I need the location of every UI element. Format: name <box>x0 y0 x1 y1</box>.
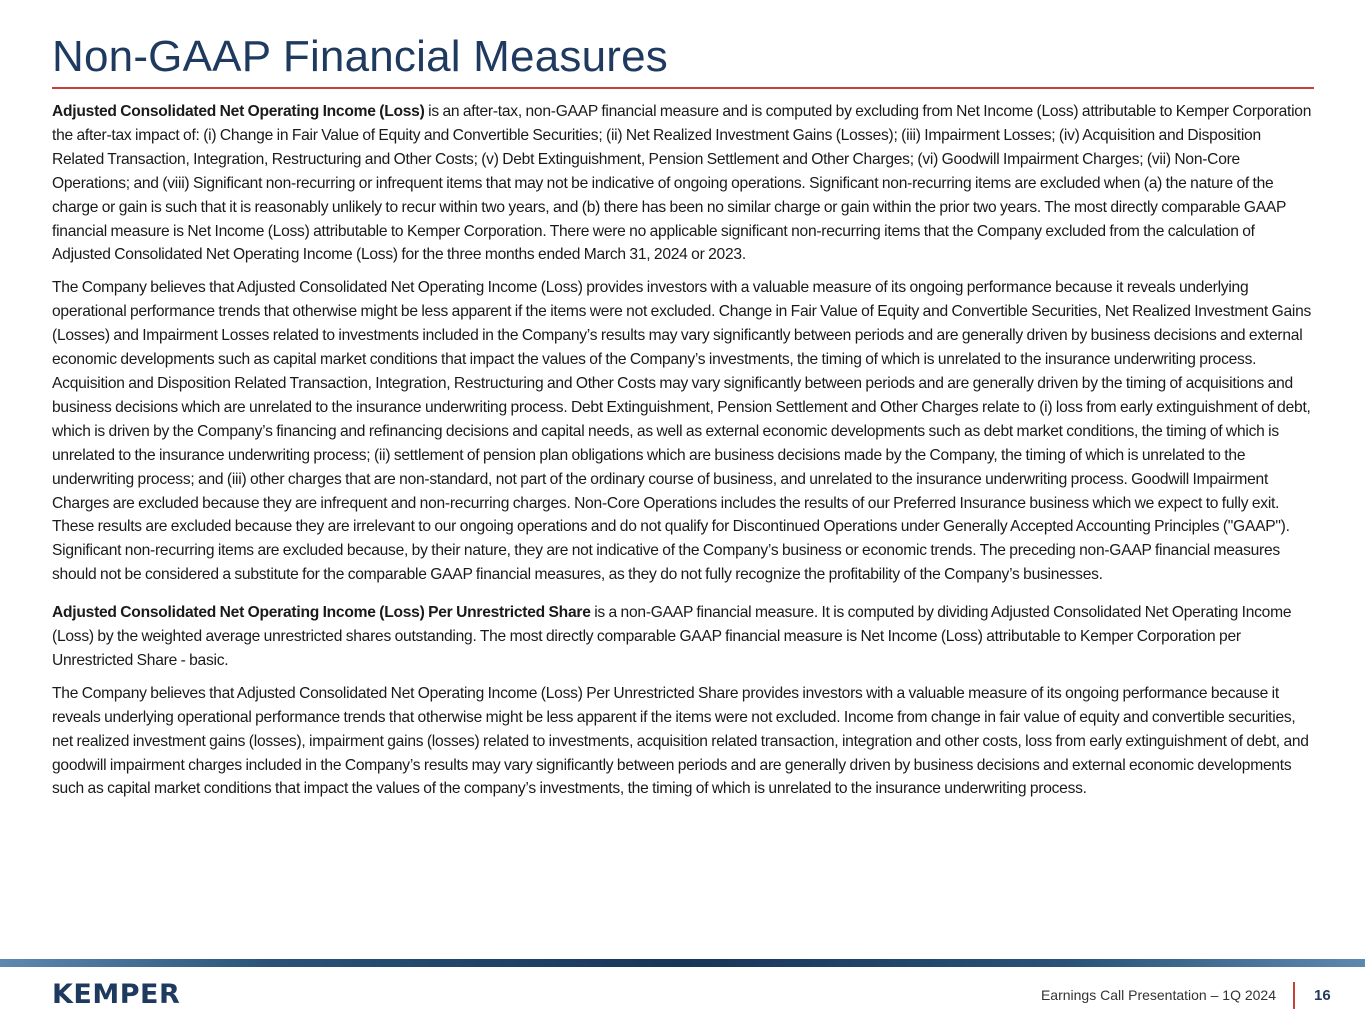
body-text <box>52 100 1314 810</box>
term-adjusted-noi: Adjusted Consolidated Net Operating Income (Loss) <box>52 103 425 120</box>
paragraph-definition-per-share <box>52 601 1314 673</box>
term-adjusted-noi-per-share: Adjusted Consolidated Net Operating Income (Loss) Per Unrestricted Share <box>52 604 591 622</box>
paragraph-rationale-noi: The Company believes that Adjusted Consolidated Net Operating Income (Loss) provides investors with a valuable measure of its ongoing performance because it reveals underlying operational performance trends that otherwise might be less apparent if the items were not excluded. Change in Fair Value of Equity and Convertible Securities, Net Realized Investment Gains (Losses) and Impairment Losses related to investments included in the Company’s results may vary significantly between periods and are generally driven by business decisions and external economic developments such as capital market conditions that impact the values of the Company’s investments, the timing of which is unrelated to the insurance underwriting process. Acquisition and Disposition Related Transaction, Integration, Restructuring and Other Costs may vary significantly between periods and are generally driven by the timing of acquisitions and business decisions which are unrelated to the insurance underwriting process. Debt Extinguishment, Pension Settlement and Other Charges relate to (i) loss from early extinguishment of debt, which is driven by the Company’s financing and refinancing decisions and capital needs, as well as external economic developments such as debt market conditions, the timing of which is unrelated to the insurance underwriting process; (ii) settlement of pension plan obligations which are business decisions made by the Company, the timing of which is unrelated to the underwriting process; and (iii) other charges that are non-standard, not part of the ordinary course of business, and unrelated to the insurance underwriting process. Goodwill Impairment Charges are excluded because they are infrequent and non-recurring charges. Non-Core Operations includes the results of our Preferred Insurance business which we expect to fully exit. These results are excluded because they are irrelevant to our ongoing operations and do not qualify for Discontinued Operations under Generally Accepted Accounting Principles ("GAAP"). Significant non-recurring items are excluded because, by their nature, they are not indicative of the Company’s business or economic trends. The preceding non-GAAP financial measures should not be considered a substitute for the comparable GAAP financial measures, as they do not fully recognize the profitability of the Company’s businesses. <box>52 279 1312 584</box>
definition-adjusted-noi: is an after-tax, non-GAAP financial measure and is computed by excluding from Net Income (Loss) attributable to Kemper Corporation the after-tax impact of: (i) Change in Fair Value of Equity and Convertible Securities; (ii) Net Realized Investment Gains (Losses); (iii) Impairment Losses; (iv) Acquisition and Disposition Related Transaction, Integration, Restructuring and Other Costs; (v) Debt Extinguishment, Pension Settlement and Other Charges; (vi) Goodwill Impairment Charges; (vii) Non-Core Operations; and (viii) Significant non-recurring or infrequent items that may not be indicative of ongoing operations. Significant non-recurring items are excluded when (a) the nature of the charge or gain is such that it is reasonably unlikely to recur within two years, and (b) there has been no similar charge or gain within the prior two years. The most directly comparable GAAP financial measure is Net Income (Loss) attributable to Kemper Corporation. There were no applicable significant non-recurring items that the Company excluded from the calculation of Adjusted Consolidated Net Operating Income (Loss) for the three months ended March 31, 2024 or 2023. <box>52 103 1312 264</box>
footer-caption: Earnings Call Presentation – 1Q 2024 <box>1040 987 1276 1003</box>
footer-band <box>0 959 1365 967</box>
page-number: 16 <box>1314 987 1331 1004</box>
kemper-logo-text: KEMPER <box>52 979 181 1010</box>
footer-separator <box>1293 982 1295 1009</box>
paragraph-definition-noi <box>52 100 1314 267</box>
definition-adjusted-noi-per-share: is a non-GAAP financial measure. It is computed by dividing Adjusted Consolidated Net Operating Income (Loss) by the weighted average unrestricted shares outstanding. The most directly comparable GAAP financial measure is Net Income (Loss) attributable to Kemper Corporation per Unrestricted Share - basic. <box>52 604 1292 669</box>
page-title: Non-GAAP Financial Measures <box>52 32 668 81</box>
paragraph-rationale-per-share: The Company believes that Adjusted Consolidated Net Operating Income (Loss) Per Unrestricted Share provides investors with a valuable measure of its ongoing performance because it reveals underlying operational performance trends that otherwise might be less apparent if the items were not excluded. Income from change in fair value of equity and convertible securities, net realized investment gains (losses), impairment gains (losses) related to investments, acquisition related transaction, integration and other costs, loss from early extinguishment of debt, and goodwill impairment charges included in the Company’s results may vary significantly between periods and are generally driven by business decisions and external economic developments such as capital market conditions that impact the values of the company’s investments, the timing of which is unrelated to the insurance underwriting process. <box>52 684 1309 798</box>
kemper-logo <box>52 981 180 1009</box>
title-underline <box>52 87 1314 89</box>
